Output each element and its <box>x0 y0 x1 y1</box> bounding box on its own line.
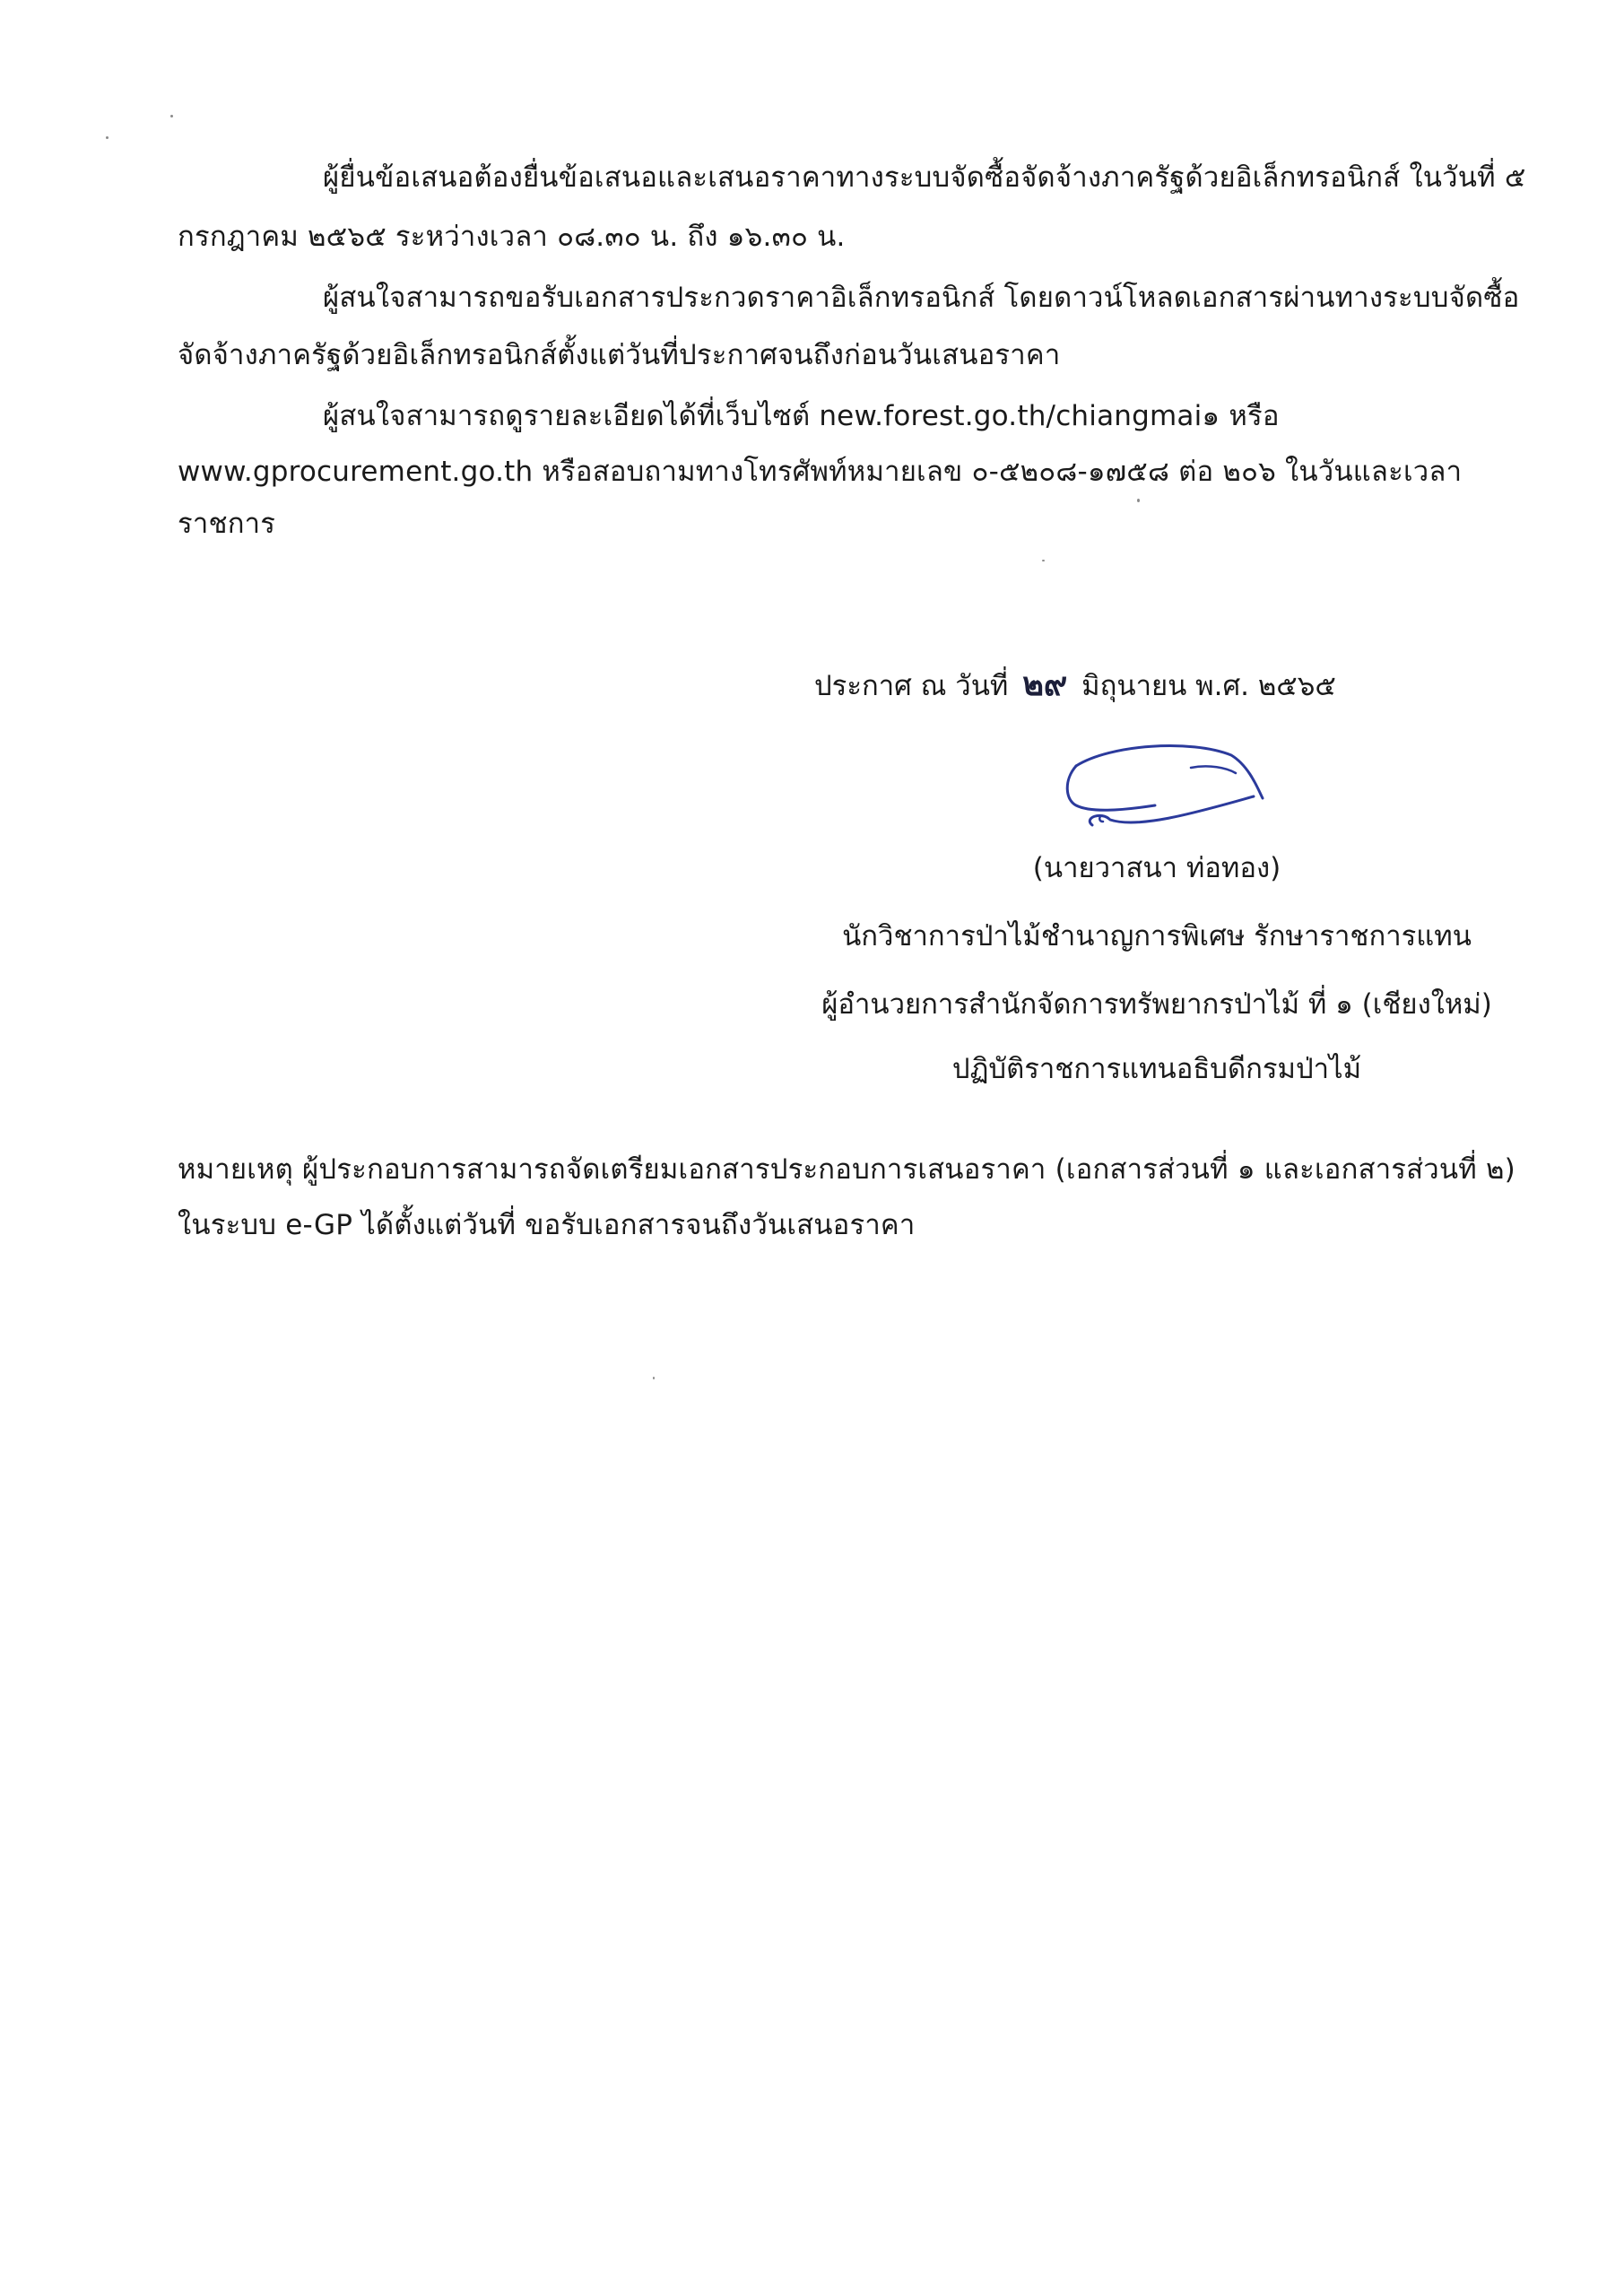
paragraph-2-line-1: ผู้สนใจสามารถขอรับเอกสารประกวดราคาอิเล็กทรอนิกส์ โดยดาวน์โหลดเอกสารผ่านทางระบบจัดซื้อ <box>323 282 1520 314</box>
note-line-1: หมายเหตุ ผู้ประกอบการสามารถจัดเตรียมเอกสารประกอบการเสนอราคา (เอกสารส่วนที่ ๑ และเอกสารส่วนที่ ๒) <box>178 1153 1515 1186</box>
paragraph-3-line-1: ผู้สนใจสามารถดูรายละเอียดได้ที่เว็บไซต์ new.forest.go.th/chiangmai๑ หรือ <box>323 400 1280 432</box>
announcement-date <box>814 665 1336 706</box>
paragraph-1-line-1: ผู้ยื่นข้อเสนอต้องยื่นข้อเสนอและเสนอราคาทางระบบจัดซื้อจัดจ้างภาครัฐด้วยอิเล็กทรอนิกส์ ในวันที่ ๕ <box>323 161 1526 194</box>
signatory-position-3: ปฏิบัติราชการแทนอธิบดีกรมป่าไม้ <box>951 1053 1362 1085</box>
paragraph-2-line-2: จัดจ้างภาครัฐด้วยอิเล็กทรอนิกส์ตั้งแต่วันที่ประกาศจนถึงก่อนวันเสนอราคา <box>178 339 1061 371</box>
signatory-name: (นายวาสนา ท่อทอง) <box>1032 852 1281 884</box>
scan-speck <box>106 136 109 139</box>
date-month-year: มิถุนายน พ.ศ. ๒๕๖๕ <box>1081 670 1336 702</box>
date-day: ๒๙ <box>1022 666 1068 703</box>
date-prefix: ประกาศ ณ วันที่ <box>814 670 1009 702</box>
handwritten-signature <box>1056 728 1272 854</box>
scan-speck <box>653 1377 655 1379</box>
paragraph-3-line-2: www.gprocurement.go.th หรือสอบถามทางโทรศัพท์หมายเลข ๐-๕๒๐๘-๑๗๕๘ ต่อ ๒๐๖ ในวันและเวลา <box>178 456 1463 488</box>
scan-speck <box>170 115 173 117</box>
note-line-2: ในระบบ e-GP ได้ตั้งแต่วันที่ ขอรับเอกสารจนถึงวันเสนอราคา <box>178 1209 916 1241</box>
signatory-position-2: ผู้อำนวยการสำนักจัดการทรัพยากรป่าไม้ ที่ ๑ (เชียงใหม่) <box>821 988 1492 1021</box>
signatory-position-1: นักวิชาการป่าไม้ชำนาญการพิเศษ รักษาราชการแทน <box>842 920 1472 952</box>
paragraph-1-line-2: กรกฎาคม ๒๕๖๕ ระหว่างเวลา ๐๘.๓๐ น. ถึง ๑๖.๓๐ น. <box>178 221 846 253</box>
scan-speck <box>1137 499 1140 502</box>
scan-speck <box>1042 560 1045 561</box>
paragraph-3-line-3: ราชการ <box>178 508 276 540</box>
